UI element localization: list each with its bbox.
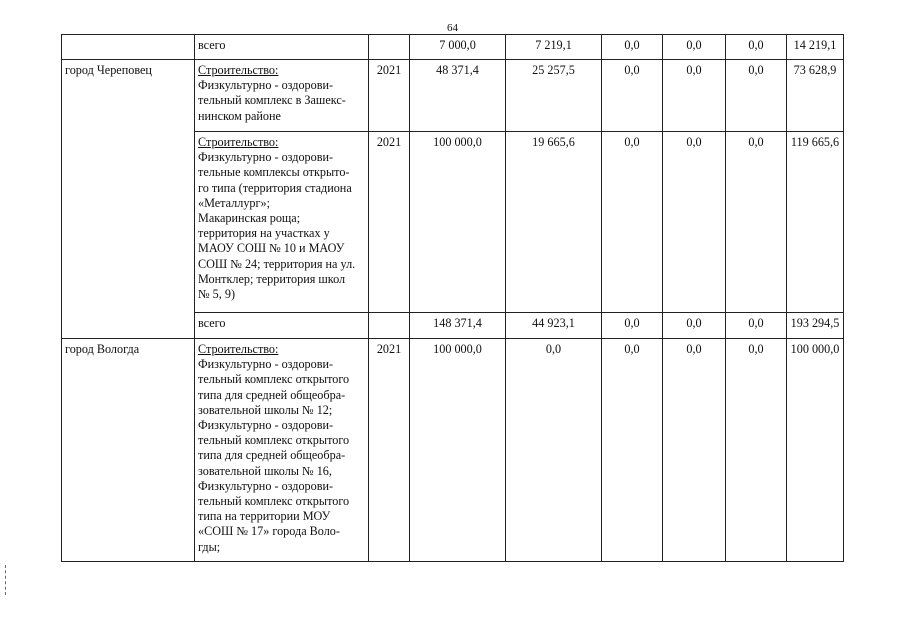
funding-table: [61, 34, 844, 562]
value-cell: 0,0: [663, 60, 726, 132]
table-row: [62, 35, 844, 60]
value-cell: 44 923,1: [506, 313, 602, 339]
year-cell: [369, 313, 410, 339]
sum-label: всего: [198, 316, 226, 330]
value-cell: 0,0: [663, 313, 726, 339]
value-cell: 0,0: [663, 35, 726, 60]
description-title: Строительство:: [198, 342, 279, 356]
description-body: Физкультурно - оздорови- тельный комплекс открытого типа для средней общеобра- зовательной школы № 12; Физкультурно - оздорови- тельный комплекс открытого типа для средней общеобра- зовательной школы № 16, Физкультурно - оздорови- тельный комплекс открытого типа на территории МОУ «СОШ № 17» города Воло- гды;: [198, 357, 350, 554]
value-cell: 0,0: [726, 60, 787, 132]
description-title: Строительство:: [198, 63, 279, 77]
description-body: Физкультурно - оздорови- тельный комплекс в Зашекс- нинском районе: [198, 78, 346, 123]
value-cell: 100 000,0: [410, 132, 506, 313]
city-cell: [62, 35, 195, 60]
city-cell: город Вологда: [62, 339, 195, 562]
table-row: [62, 60, 844, 132]
value-cell: 19 665,6: [506, 132, 602, 313]
total-cell: 73 628,9: [787, 60, 844, 132]
value-cell: 0,0: [602, 339, 663, 562]
description-cell: [195, 60, 369, 132]
value-cell: 0,0: [726, 339, 787, 562]
value-cell: 0,0: [602, 313, 663, 339]
year-cell: 2021: [369, 132, 410, 313]
sum-label: всего: [198, 38, 226, 52]
value-cell: 0,0: [663, 132, 726, 313]
value-cell: 48 371,4: [410, 60, 506, 132]
value-cell: 100 000,0: [410, 339, 506, 562]
value-cell: 0,0: [506, 339, 602, 562]
value-cell: 0,0: [726, 35, 787, 60]
value-cell: 0,0: [663, 339, 726, 562]
total-cell: 14 219,1: [787, 35, 844, 60]
sum-label-cell: [195, 313, 369, 339]
table-row: [62, 339, 844, 562]
year-cell: 2021: [369, 60, 410, 132]
value-cell: 0,0: [602, 35, 663, 60]
value-cell: 25 257,5: [506, 60, 602, 132]
value-cell: 7 000,0: [410, 35, 506, 60]
value-cell: 0,0: [602, 132, 663, 313]
value-cell: 7 219,1: [506, 35, 602, 60]
value-cell: 0,0: [726, 313, 787, 339]
sum-label-cell: [195, 35, 369, 60]
page-number: 64: [447, 22, 458, 34]
year-cell: [369, 35, 410, 60]
city-cell: город Череповец: [62, 60, 195, 339]
total-cell: 193 294,5: [787, 313, 844, 339]
total-cell: 100 000,0: [787, 339, 844, 562]
description-cell: [195, 339, 369, 562]
description-body: Физкультурно - оздорови- тельные комплексы открыто- го типа (территория стадиона «Металлург»; Макаринская роща; территория на участках у МАОУ СОШ № 10 и МАОУ СОШ № 24; территория на ул. Монтклер; территория школ № 5, 9): [198, 150, 356, 302]
description-cell: [195, 132, 369, 313]
year-cell: 2021: [369, 339, 410, 562]
value-cell: 0,0: [602, 60, 663, 132]
scan-edge-mark: [5, 565, 12, 595]
value-cell: 0,0: [726, 132, 787, 313]
description-title: Строительство:: [198, 135, 279, 149]
value-cell: 148 371,4: [410, 313, 506, 339]
total-cell: 119 665,6: [787, 132, 844, 313]
